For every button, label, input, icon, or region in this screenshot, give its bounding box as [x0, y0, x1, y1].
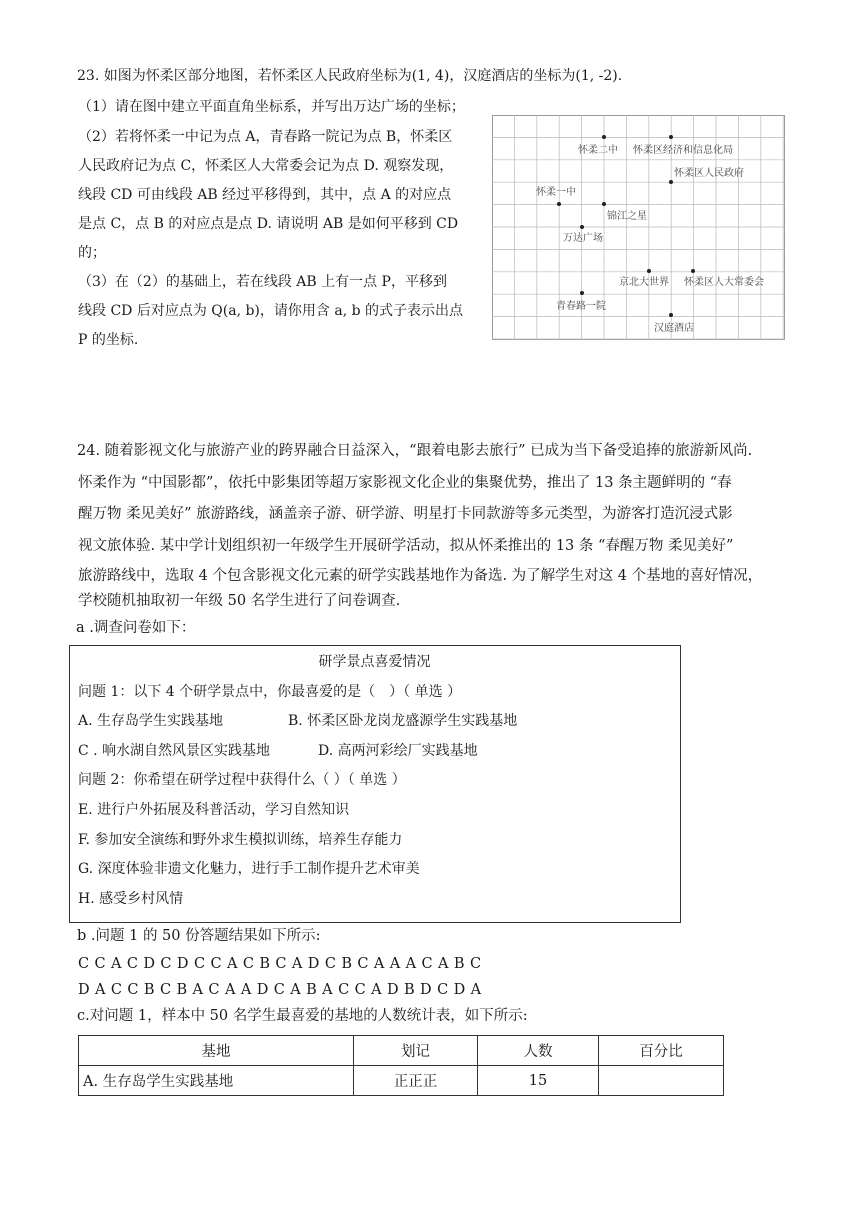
survey-question-2: 问题 2：你希望在研学过程中获得什么（ ）（ 单选 ） — [78, 772, 406, 788]
q23-line-9: 线段 CD 后对应点为 Q(a, b)，请你用含 a, b 的式子表示出点 — [78, 303, 464, 319]
table-header-row — [79, 1036, 724, 1066]
map-point-yizhong — [557, 202, 561, 206]
q24-part-b: b .问题 1 的 50 份答题结果如下所示: — [77, 928, 321, 944]
table-header-tally: 划记 — [354, 1036, 478, 1066]
map-label-zhengfu: 怀柔区人民政府 — [674, 168, 744, 179]
survey-option-e: E. 进行户外拓展及科普活动，学习自然知识 — [78, 802, 350, 818]
map-point-qingchun — [580, 291, 584, 295]
q24-line-2: 怀柔作为 “中国影都”，依托中影集团等超万家影视文化企业的集聚优势，推出了 13 条主题鲜明的 “春 — [78, 475, 732, 491]
map-point-jinjiang — [602, 202, 606, 206]
q24-part-a: a .调查问卷如下： — [76, 620, 196, 636]
map-label-renda: 怀柔区人大常委会 — [684, 277, 764, 288]
map-label-jingbei: 京北大世界 — [619, 277, 669, 288]
map-point-wanda — [580, 225, 584, 229]
q23-line-7: 的； — [78, 245, 106, 261]
stats-table — [78, 1035, 724, 1096]
q24-part-c: c.对问题 1，样本中 50 名学生最喜爱的基地的人数统计表，如下所示: — [77, 1008, 528, 1024]
answers-row-1: C C A C D C D C C A C B C A D C B C A A A C A B C — [78, 956, 482, 972]
map-point-hanting — [669, 313, 673, 317]
survey-option-f: F. 参加安全演练和野外求生模拟训练，培养生存能力 — [78, 832, 403, 848]
q24-line-1: 24. 随着影视文化与旅游产业的跨界融合日益深入，“跟着电影去旅行” 已成为当下备受追捧的旅游新风尚. — [77, 443, 753, 459]
survey-option-g: G. 深度体验非遗文化魅力，进行手工制作提升艺术审美 — [78, 861, 420, 877]
survey-option-d: D. 高两河彩绘厂实践基地 — [318, 743, 478, 759]
map-point-huairou2 — [602, 135, 606, 139]
map-point-renda — [691, 269, 695, 273]
survey-option-c: C . 响水湖自然风景区实践基地 — [78, 743, 271, 759]
q23-line-10: P 的坐标. — [78, 332, 139, 348]
survey-option-b: B. 怀柔区卧龙岗龙盛源学生实践基地 — [288, 713, 518, 729]
survey-title: 研学景点喜爱情况 — [318, 654, 431, 670]
table-header-count: 人数 — [478, 1036, 599, 1066]
survey-question-1: 问题 1：以下 4 个研学景点中，你最喜爱的是（ ）（ 单选 ） — [78, 684, 462, 700]
q24-line-6: 学校随机抽取初一年级 50 名学生进行了问卷调查. — [78, 593, 401, 609]
survey-box — [69, 645, 681, 923]
survey-option-a: A. 生存岛学生实践基地 — [78, 713, 224, 729]
q23-line-2: （1）请在图中建立平面直角坐标系，并写出万达广场的坐标； — [78, 99, 465, 115]
q23-line-5: 线段 CD 可由线段 AB 经过平移得到，其中，点 A 的对应点 — [78, 187, 452, 203]
table-header-base: 基地 — [79, 1036, 354, 1066]
map-label-jingxin: 怀柔区经济和信息化局 — [633, 145, 733, 156]
map-point-zhengfu — [669, 180, 673, 184]
survey-option-h: H. 感受乡村风情 — [78, 891, 184, 907]
table-cell-base: A. 生存岛学生实践基地 — [79, 1066, 354, 1096]
q24-line-5: 旅游路线中，选取 4 个包含影视文化元素的研学实践基地作为备选. 为了解学生对这 4 个基地的喜好情况， — [78, 568, 763, 584]
map-label-jinjiang: 锦江之星 — [607, 211, 647, 222]
map-label-huairou2: 怀柔二中 — [578, 145, 618, 156]
answers-row-2: D A C C B C B A C A A D C A B A C C A D B D C D A — [78, 982, 482, 998]
q23-line-4: 人民政府记为点 C，怀柔区人大常委会记为点 D. 观察发现， — [78, 158, 454, 174]
table-header-percent: 百分比 — [599, 1036, 724, 1066]
huairou-grid-map — [492, 115, 785, 340]
q23-line-1: 23. 如图为怀柔区部分地图，若怀柔区人民政府坐标为(1, 4)，汉庭酒店的坐标为(1, -2). — [77, 68, 623, 84]
map-point-jingbei — [647, 269, 651, 273]
map-point-jingxin — [669, 135, 673, 139]
table-cell-count: 15 — [478, 1066, 599, 1096]
map-label-hanting: 汉庭酒店 — [654, 323, 694, 334]
q23-line-6: 是点 C，点 B 的对应点是点 D. 请说明 AB 是如何平移到 CD — [78, 216, 459, 232]
q23-line-3: （2）若将怀柔一中记为点 A，青春路一院记为点 B，怀柔区 — [78, 129, 453, 145]
q23-line-8: （3）在（2）的基础上，若在线段 AB 上有一点 P，平移到 — [78, 274, 447, 290]
table-row — [79, 1066, 724, 1096]
map-label-qingchun: 青春路一院 — [556, 301, 606, 312]
q24-line-3: 醒万物 柔见美好” 旅游路线，涵盖亲子游、研学游、明星打卡同款游等多元类型，为游客打造沉浸式影 — [78, 506, 733, 522]
map-label-yizhong: 怀柔一中 — [536, 187, 576, 198]
q24-line-4: 视文旅体验. 某中学计划组织初一年级学生开展研学活动，拟从怀柔推出的 13 条 “春醒万物 柔见美好” — [78, 538, 734, 554]
table-cell-percent — [599, 1066, 724, 1096]
map-label-wanda: 万达广场 — [563, 233, 603, 244]
table-cell-tally: 正正正 — [354, 1066, 478, 1096]
